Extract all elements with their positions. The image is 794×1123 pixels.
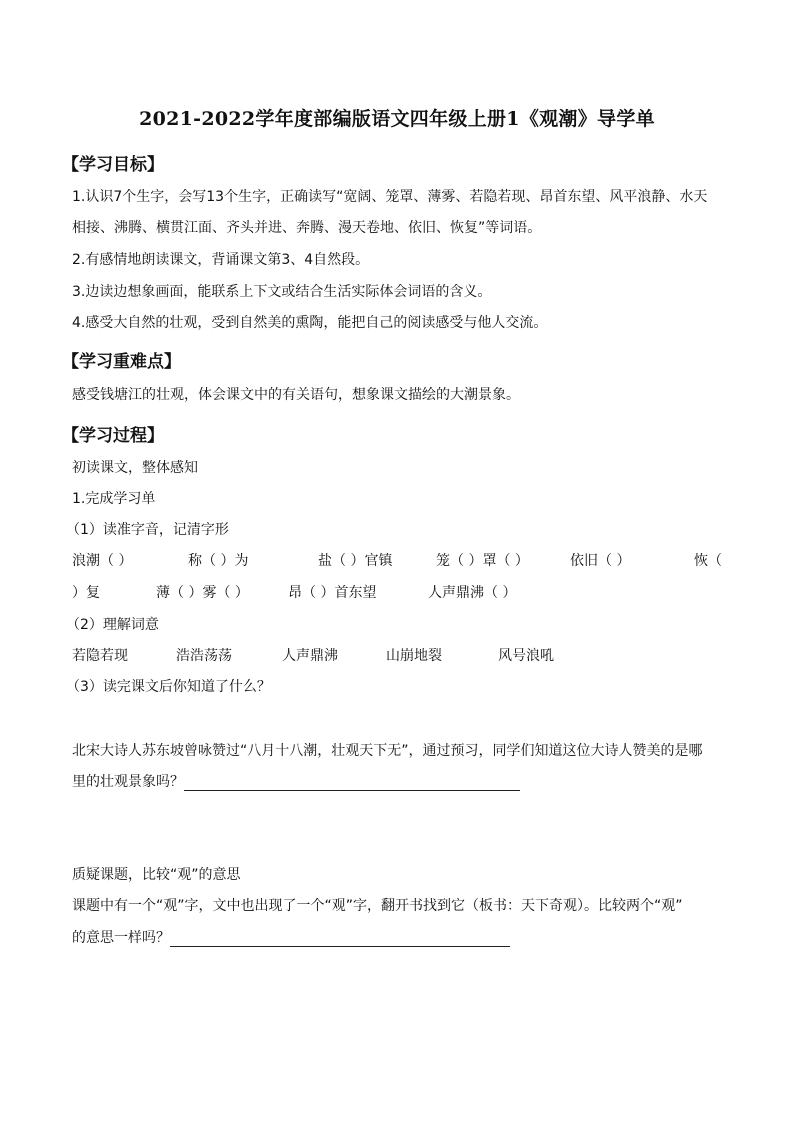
goal-item-2: 2.有感情地朗读课文，背诵课文第3、4自然段。	[72, 252, 370, 268]
pinyin-item: 称（ ）为	[188, 553, 249, 569]
difficulty-text: 感受钱塘江的壮观，体会课文中的有关语句，想象课文描绘的大潮景象。	[72, 387, 520, 403]
task-complete-worksheet: 1.完成学习单	[72, 491, 156, 507]
word-item: 若隐若现	[72, 648, 128, 664]
process-heading: 【学习过程】	[62, 426, 164, 446]
poem-question-text: 里的壮观景象吗？	[72, 774, 184, 790]
pinyin-item: ）复	[72, 585, 100, 601]
compare-question-line-1: 课题中有一个“观”字，文中也出现了一个“观”字，翻开书找到它（板书：天下奇观）。比较两个“观”	[72, 898, 683, 914]
difficulty-heading: 【学习重难点】	[62, 352, 181, 372]
goals-heading: 【学习目标】	[62, 155, 164, 175]
pinyin-item: 人声鼎沸（ ）	[428, 585, 517, 601]
subtask-word-meaning: （2）理解词意	[66, 617, 159, 633]
word-item: 人声鼎沸	[282, 648, 338, 664]
answer-blank-1[interactable]	[184, 776, 520, 791]
pinyin-item: 浪潮（ ）	[72, 553, 133, 569]
section-initial-reading: 初读课文，整体感知	[72, 460, 198, 476]
section-compare-guan: 质疑课题，比较“观”的意思	[72, 867, 241, 883]
pinyin-item: 依旧（ ）	[570, 553, 631, 569]
poem-question-line-1: 北宋大诗人苏东坡曾咏赞过“八月十八潮，壮观天下无”，通过预习，同学们知道这位大诗人赞美的是哪	[72, 743, 703, 759]
answer-blank-2[interactable]	[170, 932, 510, 947]
goal-item-1-line-2: 相接、沸腾、横贯江面、齐头并进、奔腾、漫天卷地、依旧、恢复”等词语。	[72, 220, 542, 236]
subtask-what-learned: （3）读完课文后你知道了什么？	[66, 679, 271, 695]
pinyin-item: 盐（ ）官镇	[318, 553, 393, 569]
word-list	[72, 645, 572, 665]
goal-item-1-line-1: 1.认识7个生字，会写13个生字，正确读写“宽阔、笼罩、薄雾、若隐若现、昂首东望、风平浪静、水天	[72, 189, 708, 205]
pinyin-item: 笼（ ）罩（ ）	[436, 553, 529, 569]
word-item: 风号浪吼	[498, 648, 554, 664]
poem-question-line-2	[72, 771, 520, 791]
pinyin-item: 昂（ ）首东望	[288, 585, 377, 601]
pinyin-row-1	[72, 550, 732, 570]
pinyin-row-2	[72, 582, 572, 602]
subtask-pronunciation: （1）读准字音，记清字形	[66, 522, 229, 538]
word-item: 山崩地裂	[386, 648, 442, 664]
goal-item-3: 3.边读边想象画面，能联系上下文或结合生活实际体会词语的含义。	[72, 284, 492, 300]
goal-item-4: 4.感受大自然的壮观，受到自然美的熏陶，能把自己的阅读感受与他人交流。	[72, 315, 548, 331]
word-item: 浩浩荡荡	[176, 648, 232, 664]
compare-question-text: 的意思一样吗？	[72, 930, 170, 946]
page-title: 2021-2022学年度部编版语文四年级上册1《观潮》导学单	[139, 108, 655, 130]
pinyin-item: 恢（	[694, 553, 722, 569]
pinyin-item: 薄（ ）雾（ ）	[156, 585, 249, 601]
compare-question-line-2	[72, 927, 510, 947]
